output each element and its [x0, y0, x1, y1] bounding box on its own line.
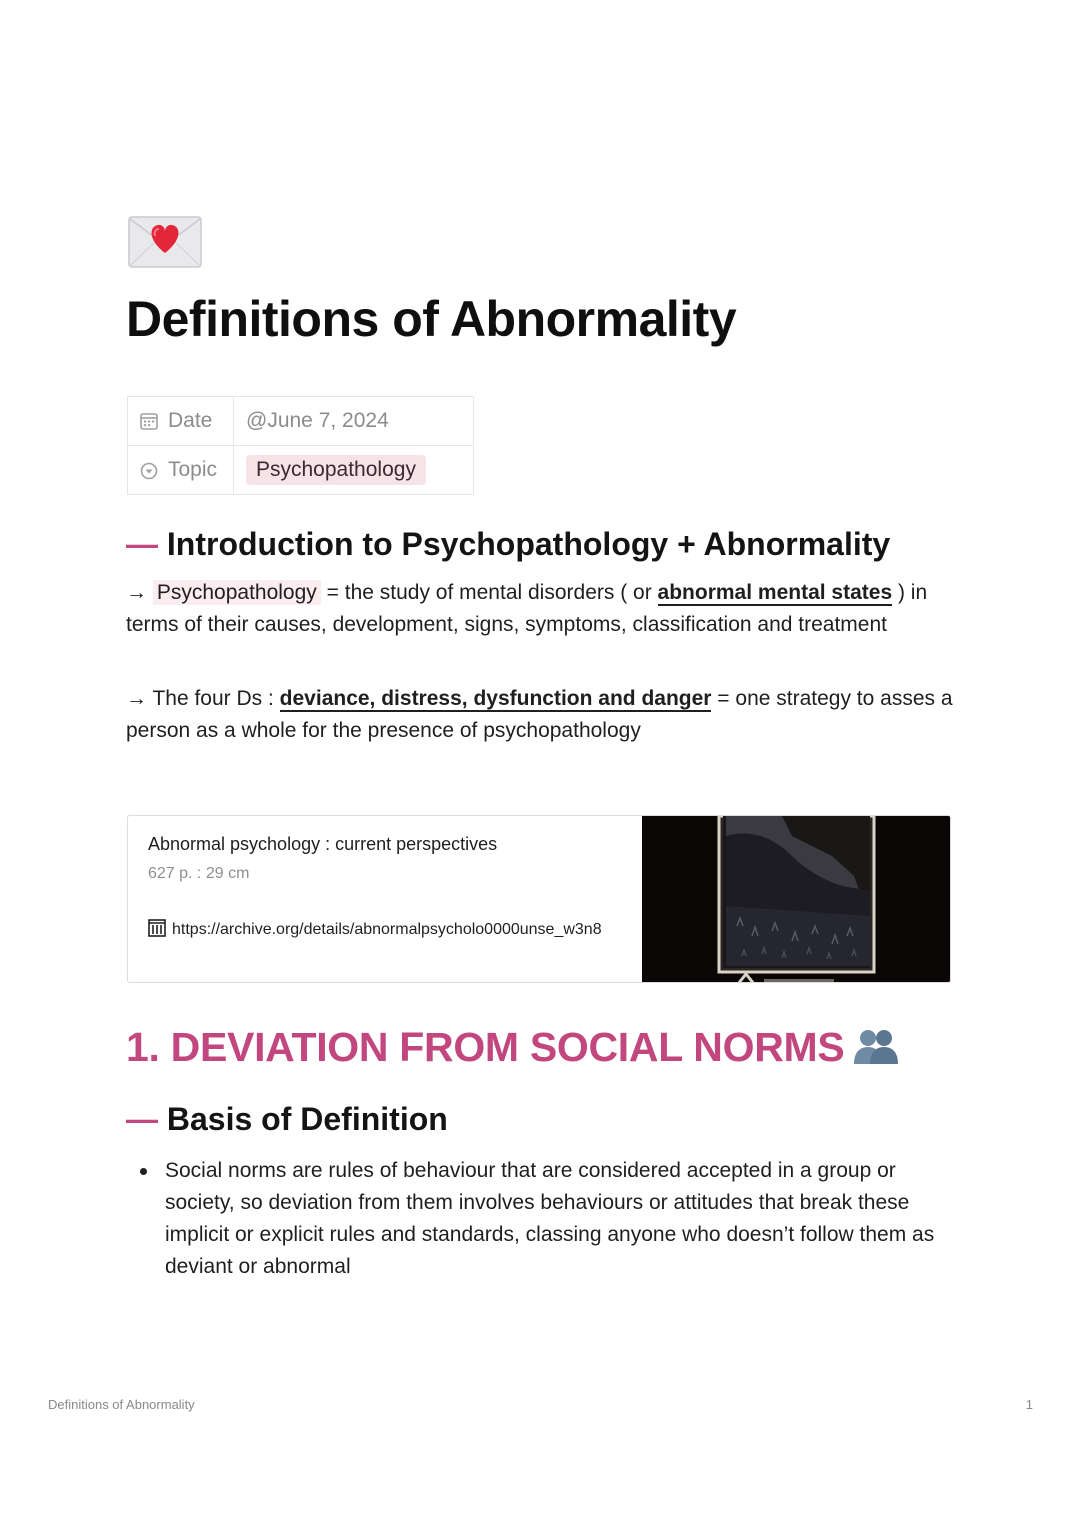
bookmark-description: 627 p. : 29 cm [148, 865, 250, 882]
select-icon [139, 460, 159, 480]
bookmark-url[interactable] [148, 918, 628, 942]
topic-tag[interactable]: Psychopathology [246, 455, 426, 485]
footer-title: Definitions of Abnormality [48, 1397, 195, 1412]
properties-table [127, 396, 474, 495]
heading-dash: — [126, 526, 158, 562]
intro-heading-text: Introduction to Psychopathology + Abnormality [166, 526, 891, 562]
date-property-row [128, 397, 474, 446]
page-number: 1 [1025, 1397, 1033, 1412]
date-value[interactable]: @June 7, 2024 [234, 397, 474, 446]
intro-paragraph-1: → Psychopathology = the study of mental disorders ( or abnormal mental states ) in terms of their causes, development, signs, symptoms, classification and treatment [126, 581, 928, 636]
basis-heading [126, 1101, 448, 1138]
web-bookmark-card[interactable] [127, 815, 951, 983]
calendar-icon [139, 411, 159, 431]
love-letter-icon [128, 213, 202, 269]
topic-property-row [128, 446, 474, 495]
date-label: Date [168, 409, 213, 432]
book-cover-thumbnail [642, 816, 950, 982]
heading-dash: — [126, 1101, 158, 1137]
intro-heading [126, 526, 890, 563]
bullet-dot [140, 1168, 147, 1175]
page-title: Definitions of Abnormality [126, 291, 737, 347]
list-item-text: Social norms are rules of behaviour that are considered accepted in a group or society, so deviation from them involves behaviours or attitudes that break these implicit or explicit rules and standards, classing anyone who doesn’t follow them as deviant or abnormal [165, 1159, 935, 1278]
arrow-icon: → [126, 581, 147, 604]
section-heading-text: 1. DEVIATION FROM SOCIAL NORMS [126, 1024, 845, 1070]
section-heading [126, 1024, 900, 1075]
list-item [126, 1155, 956, 1283]
arrow-icon: → [126, 687, 147, 710]
intro-paragraph-2: → The four Ds : deviance, distress, dysfunction and danger = one strategy to asses a person as a whole for the presence of psychopathology [126, 687, 953, 742]
topic-label: Topic [168, 458, 218, 481]
basis-heading-text: Basis of Definition [166, 1101, 448, 1137]
people-icon [852, 1027, 900, 1075]
bookmark-url-text[interactable]: https://archive.org/details/abnormalpsycholo0000unse_w3n8 [172, 921, 602, 938]
bookmark-title: Abnormal psychology : current perspectives [148, 834, 498, 854]
archive-icon [148, 919, 166, 937]
bullet-list [126, 1155, 956, 1283]
bold-underlined-text: abnormal mental states [657, 581, 893, 604]
highlighted-term: Psychopathology [153, 580, 321, 605]
bold-underlined-text: deviance, distress, dysfunction and danger [279, 687, 712, 710]
